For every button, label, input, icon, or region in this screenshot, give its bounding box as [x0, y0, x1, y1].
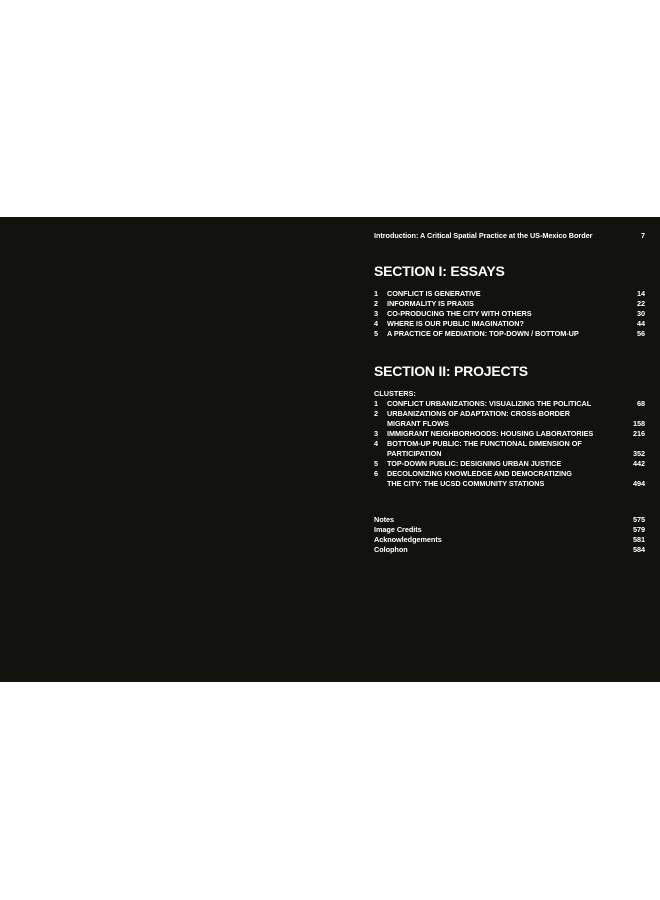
toc-entry-title: Notes: [374, 515, 395, 524]
toc-entry-page: 56: [636, 329, 645, 338]
toc-entry-page: 14: [636, 289, 645, 298]
toc-entry-essay: [374, 329, 645, 339]
toc-entry-title: Image Credits: [374, 525, 422, 534]
toc-entry-page: 494: [632, 479, 645, 488]
toc-entry-title: URBANIZATIONS OF ADAPTATION: CROSS-BORDER: [387, 409, 570, 418]
toc-entry-number: 6: [374, 469, 379, 478]
toc-entry-title: BOTTOM-UP PUBLIC: THE FUNCTIONAL DIMENSION OF: [387, 439, 582, 448]
toc-entry-title-continued: THE CITY: THE UCSD COMMUNITY STATIONS: [387, 479, 545, 488]
book-spread: [0, 217, 660, 682]
toc-entry-image-credits: [374, 525, 645, 535]
toc-entry-page: 581: [632, 535, 645, 544]
toc-entry-number: 4: [374, 319, 379, 328]
section-heading-essays: SECTION I: ESSAYS: [374, 263, 505, 279]
toc-entry-notes: [374, 515, 645, 525]
toc-entry-title: Colophon: [374, 545, 408, 554]
toc-entry-essay: [374, 289, 645, 299]
toc-entry-number: 3: [374, 309, 379, 318]
toc-entry-page: 579: [632, 525, 645, 534]
toc-entry-cluster-continued: [374, 479, 645, 489]
toc-entry-page: 68: [636, 399, 645, 408]
toc-entry-title: CONFLICT URBANIZATIONS: VISUALIZING THE POLITICAL: [387, 399, 592, 408]
toc-entry-number: 1: [374, 289, 379, 298]
toc-entry-page: 158: [632, 419, 645, 428]
toc-entry-title: IMMIGRANT NEIGHBORHOODS: HOUSING LABORATORIES: [387, 429, 594, 438]
table-of-contents: [374, 231, 645, 555]
toc-entry-cluster-continued: [374, 419, 645, 429]
toc-entry-title: WHERE IS OUR PUBLIC IMAGINATION?: [387, 319, 524, 328]
toc-entry-page: 352: [632, 449, 645, 458]
toc-entry-title: Introduction: A Critical Spatial Practice at the US-Mexico Border: [374, 231, 593, 240]
toc-entry-number: 5: [374, 329, 379, 338]
toc-entry-title: CO-PRODUCING THE CITY WITH OTHERS: [387, 309, 532, 318]
back-matter: [374, 515, 645, 555]
toc-entry-cluster: [374, 429, 645, 439]
toc-entry-essay: [374, 299, 645, 309]
toc-entry-title: A PRACTICE OF MEDIATION: TOP-DOWN / BOTTOM-UP: [387, 329, 579, 338]
toc-entry-number: 1: [374, 399, 379, 408]
toc-entry-essay: [374, 309, 645, 319]
toc-entry-title-continued: MIGRANT FLOWS: [387, 419, 449, 428]
toc-entry-title: CONFLICT IS GENERATIVE: [387, 289, 481, 298]
toc-entry-page: 216: [632, 429, 645, 438]
toc-entry-page: 22: [636, 299, 645, 308]
toc-entry-cluster: [374, 459, 645, 469]
toc-entry-title: INFORMALITY IS PRAXIS: [387, 299, 474, 308]
toc-entry-cluster: [374, 409, 645, 419]
toc-entry-introduction: [374, 231, 645, 241]
toc-entry-page: 7: [640, 231, 645, 240]
toc-entry-number: 5: [374, 459, 379, 468]
toc-entry-number: 4: [374, 439, 379, 448]
toc-entry-page: 30: [636, 309, 645, 318]
toc-entry-cluster: [374, 469, 645, 479]
toc-entry-essay: [374, 319, 645, 329]
toc-entry-title: Acknowledgements: [374, 535, 442, 544]
toc-entry-cluster-continued: [374, 449, 645, 459]
toc-entry-number: 3: [374, 429, 379, 438]
section-heading-projects: SECTION II: PROJECTS: [374, 363, 528, 379]
toc-entry-number: 2: [374, 299, 379, 308]
section-projects: [374, 363, 645, 489]
toc-entry-title: TOP-DOWN PUBLIC: DESIGNING URBAN JUSTICE: [387, 459, 562, 468]
section-essays: [374, 263, 645, 339]
toc-entry-cluster: [374, 439, 645, 449]
toc-entry-page: 575: [632, 515, 645, 524]
toc-entry-page: 584: [632, 545, 645, 554]
toc-entry-number: 2: [374, 409, 379, 418]
clusters-label: CLUSTERS:: [374, 389, 416, 398]
toc-entry-colophon: [374, 545, 645, 555]
toc-entry-title-continued: PARTICIPATION: [387, 449, 442, 458]
toc-entry-title: DECOLONIZING KNOWLEDGE AND DEMOCRATIZING: [387, 469, 572, 478]
toc-entry-cluster: [374, 399, 645, 409]
toc-entry-page: 442: [632, 459, 645, 468]
toc-entry-page: 44: [636, 319, 645, 328]
toc-entry-acknowledgements: [374, 535, 645, 545]
